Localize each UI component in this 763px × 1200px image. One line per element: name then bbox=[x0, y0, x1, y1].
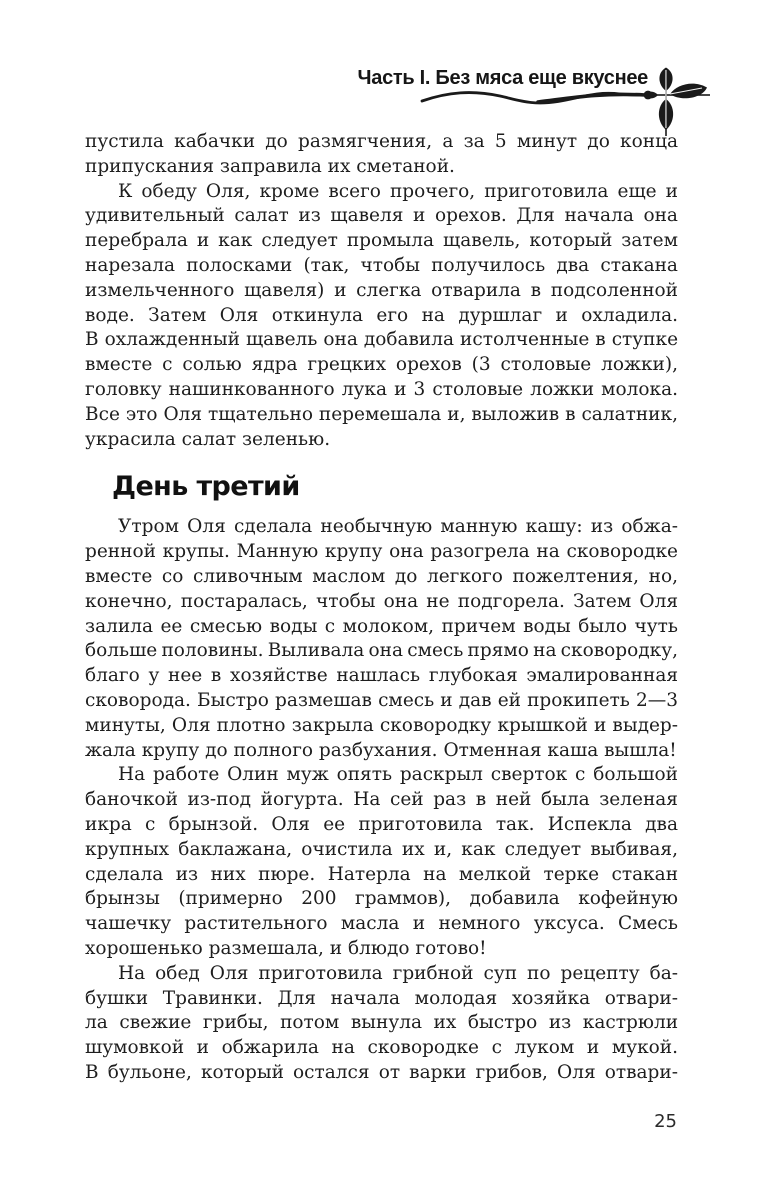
text-line: сковорода. Быстро размешав смесь и дав ей прокипеть 2—3 bbox=[85, 689, 679, 711]
text-line: вместе со сливочным маслом до легкого пожелтения, но, bbox=[85, 565, 678, 587]
running-title: Часть I. Без мяса еще вкуснее bbox=[357, 67, 648, 89]
text-line: баночкой из-под йогурта. На сей раз в ней была зеленая bbox=[85, 789, 678, 811]
text-line: крупных баклажана, очистила их и, как следует выбивая, bbox=[85, 838, 678, 860]
text-line: сделала из них пюре. Натерла на мелкой терке стакан bbox=[85, 863, 679, 885]
text-line: На работе Олин муж опять раскрыл сверток с большой bbox=[118, 764, 678, 786]
text-line: хорошенько размешала, и блюдо готово! bbox=[85, 937, 487, 959]
text-line: перебрала и как следует промыла щавель, который затем bbox=[85, 230, 678, 252]
paragraph bbox=[85, 130, 678, 180]
text-line: нарезала полосками (так, чтобы получилось два стакана bbox=[85, 254, 678, 276]
text-line: пустила кабачки до размягчения, а за 5 минут до конца bbox=[85, 131, 679, 152]
text-line: Утром Оля сделала необычную манную кашу: из обжа- bbox=[118, 516, 678, 538]
text-line: удивительный салат из щавеля и орехов. Для начала она bbox=[85, 205, 678, 227]
page-number: 25 bbox=[654, 1111, 677, 1132]
text-line: шумовкой и обжарила на сковородке с луком и мукой. bbox=[85, 1037, 679, 1059]
text-line: жала крупу до полного разбухания. Отменная каша вышла! bbox=[85, 739, 677, 761]
paragraph bbox=[85, 962, 678, 1086]
text-line: В охлажденный щавель она добавила истолченные в ступке bbox=[85, 329, 679, 351]
paragraph bbox=[85, 515, 678, 763]
text-line: ла свежие грибы, потом вынула их быстро из кастрюли bbox=[85, 1012, 679, 1034]
text-line: залила ее смесью воды с молоком, причем воды было чуть bbox=[85, 615, 678, 637]
text-line: ренной крупы. Манную крупу она разогрела на сковородке bbox=[85, 541, 678, 563]
text-line: Все это Оля тщательно перемешала и, выложив в салатник, bbox=[85, 403, 678, 425]
text-line: На обед Оля приготовила грибной суп по рецепту ба- bbox=[118, 962, 679, 984]
text-line: благо у нее в хозяйстве нашлась глубокая эмалированная bbox=[85, 665, 679, 687]
text-line: минуты, Оля плотно закрыла сковородку крышкой и выдер- bbox=[85, 714, 678, 736]
section-heading: День третий bbox=[112, 471, 300, 503]
text-line: брынзы (примерно 200 граммов), добавила кофейную bbox=[85, 888, 678, 910]
text-line: украсила салат зеленью. bbox=[85, 428, 331, 450]
paragraph bbox=[85, 763, 678, 961]
text-line: вместе с солью ядра грецких орехов (3 столовые ложки), bbox=[85, 354, 678, 376]
text-line: измельченного щавеля) и слегка отварила в подсоленной bbox=[85, 279, 678, 301]
text-line: икра с брынзой. Оля ее приготовила так. Испекла два bbox=[85, 813, 678, 835]
flourish-flower-icon bbox=[418, 64, 712, 140]
text-line: припускания заправила их сметаной. bbox=[85, 155, 455, 177]
text-line: головку нашинкованного лука и 3 столовые ложки молока. bbox=[85, 378, 679, 400]
text-line: К обеду Оля, кроме всего прочего, приготовила еще и bbox=[118, 180, 678, 202]
text-block bbox=[85, 130, 678, 1086]
text-line: воде. Затем Оля откинула его на дуршлаг и охладила. bbox=[85, 304, 679, 326]
text-line: бушки Травинки. Для начала молодая хозяйка отвари- bbox=[85, 987, 679, 1009]
text-line: В бульоне, который остался от варки грибов, Оля отвари- bbox=[85, 1061, 678, 1083]
paragraph bbox=[85, 180, 678, 453]
text-line: больше половины. Выливала она смесь прямо на сковородку, bbox=[85, 640, 678, 662]
text-line: конечно, постаралась, чтобы она не подгорела. Затем Оля bbox=[85, 590, 678, 612]
text-line: чашечку растительного масла и немного уксуса. Смесь bbox=[85, 913, 678, 935]
